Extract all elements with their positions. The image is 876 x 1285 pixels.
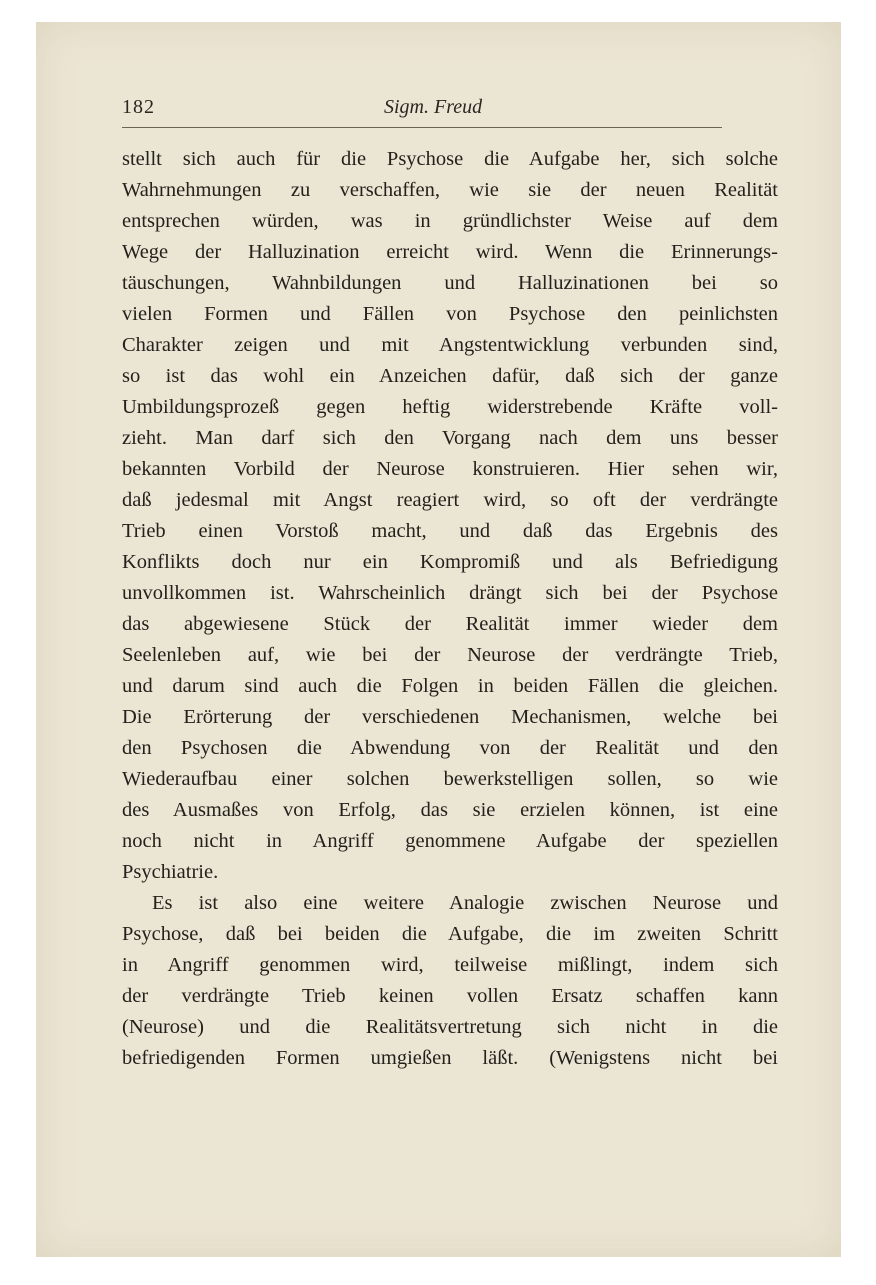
text-line: zieht. Man darf sich den Vorgang nach dem uns besser bbox=[122, 427, 778, 449]
text-line: Trieb einen Vorstoß macht, und daß das Ergebnis des bbox=[122, 520, 778, 542]
paragraph-1 bbox=[122, 144, 778, 888]
body-text bbox=[122, 144, 778, 1074]
text-line: Wiederaufbau einer solchen bewerkstelligen sollen, so wie bbox=[122, 768, 778, 790]
text-line: täuschungen, Wahnbildungen und Halluzinationen bei so bbox=[122, 272, 778, 294]
text-line: in Angriff genommen wird, teilweise mißlingt, indem sich bbox=[122, 954, 778, 976]
text-line: der verdrängte Trieb keinen vollen Ersatz schaffen kann bbox=[122, 985, 778, 1007]
text-line: befriedigenden Formen umgießen läßt. (Wenigstens nicht bei bbox=[122, 1047, 778, 1069]
text-line: Konflikts doch nur ein Kompromiß und als Befriedigung bbox=[122, 551, 778, 573]
text-line: stellt sich auch für die Psychose die Aufgabe her, sich solche bbox=[122, 148, 778, 170]
page-number: 182 bbox=[122, 96, 155, 118]
text-line: und darum sind auch die Folgen in beiden Fällen die gleichen. bbox=[122, 675, 778, 697]
text-line: daß jedesmal mit Angst reagiert wird, so oft der verdrängte bbox=[122, 489, 778, 511]
text-line: Umbildungsprozeß gegen heftig widerstrebende Kräfte voll- bbox=[122, 396, 778, 418]
text-line: Die Erörterung der verschiedenen Mechanismen, welche bei bbox=[122, 706, 778, 728]
text-line: unvollkommen ist. Wahrscheinlich drängt sich bei der Psychose bbox=[122, 582, 778, 604]
text-line: Charakter zeigen und mit Angstentwicklung verbunden sind, bbox=[122, 334, 778, 356]
page-header bbox=[122, 96, 778, 126]
text-line: noch nicht in Angriff genommene Aufgabe der speziellen bbox=[122, 830, 778, 852]
text-line: Seelenleben auf, wie bei der Neurose der verdrängte Trieb, bbox=[122, 644, 778, 666]
text-line: Psychiatrie. bbox=[122, 861, 219, 883]
text-line: den Psychosen die Abwendung von der Realität und den bbox=[122, 737, 778, 759]
text-line: das abgewiesene Stück der Realität immer wieder dem bbox=[122, 613, 778, 635]
text-line: Psychose, daß bei beiden die Aufgabe, die im zweiten Schritt bbox=[122, 923, 778, 945]
text-line: des Ausmaßes von Erfolg, das sie erzielen können, ist eine bbox=[122, 799, 778, 821]
text-line: Es ist also eine weitere Analogie zwischen Neurose und bbox=[152, 892, 778, 914]
header-rule bbox=[122, 127, 722, 128]
text-line: bekannten Vorbild der Neurose konstruieren. Hier sehen wir, bbox=[122, 458, 778, 480]
running-head: Sigm. Freud bbox=[384, 96, 483, 118]
text-line: vielen Formen und Fällen von Psychose den peinlichsten bbox=[122, 303, 778, 325]
text-line: Wege der Halluzination erreicht wird. Wenn die Erinnerungs- bbox=[122, 241, 778, 263]
text-line: entsprechen würden, was in gründlichster Weise auf dem bbox=[122, 210, 778, 232]
text-line: so ist das wohl ein Anzeichen dafür, daß sich der ganze bbox=[122, 365, 778, 387]
text-line: (Neurose) und die Realitätsvertretung sich nicht in die bbox=[122, 1016, 778, 1038]
paragraph-2 bbox=[122, 888, 778, 1074]
text-line: Wahrnehmungen zu verschaffen, wie sie der neuen Realität bbox=[122, 179, 778, 201]
